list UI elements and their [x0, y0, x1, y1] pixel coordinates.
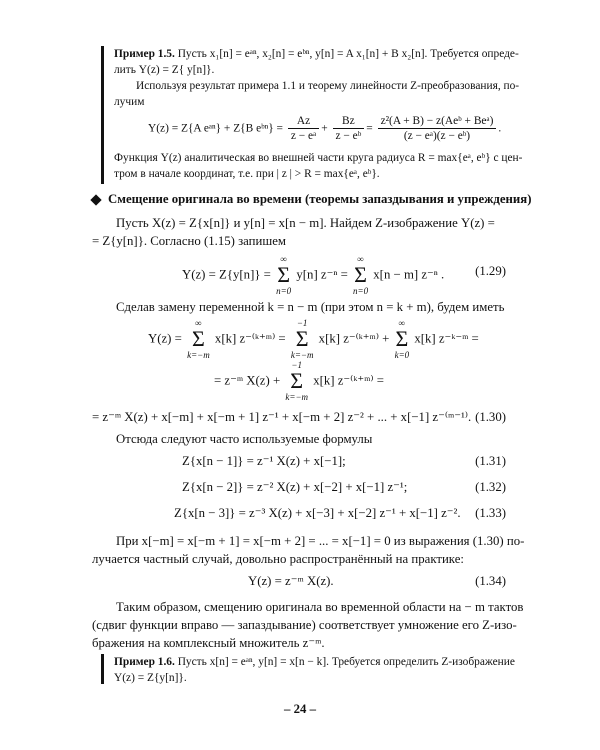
equation-1-30-line-3: = z⁻ᵐ X(z) + x[−m] + x[−m + 1] z⁻¹ + x[−m + 2] z⁻² + ... + x[−1] z⁻⁽ᵐ⁻¹⁾.: [92, 410, 472, 424]
equation-lhs: Y(z) = Z{A eᵃⁿ} + Z{B eᵇⁿ} =: [148, 122, 283, 135]
equation-lhs: Y(z) = Z{y[n]} =: [182, 267, 271, 282]
example-text: Пусть x[n] = eᵃⁿ, y[n] = x[n − k]. Требуется определить Z-изображение: [177, 656, 515, 668]
sum-lower-limit: n=0: [353, 286, 369, 296]
paragraph-line: Сделав замену переменной k = n − m (при этом n = k + m), будем иметь: [116, 300, 505, 314]
sum-lower-limit: k=−m: [187, 350, 210, 360]
example-1-5: [114, 46, 520, 110]
equation-number: (1.32): [475, 480, 506, 494]
section-heading: [92, 190, 531, 208]
numerator: Bz: [333, 114, 365, 129]
equation-1-31: Z{x[n − 1]} = z⁻¹ X(z) + x[−1];: [182, 454, 346, 468]
example-sidebar-bar: [101, 654, 104, 684]
paragraph: [92, 598, 524, 652]
example-sidebar-bar: [101, 46, 104, 184]
example-label: Пример 1.6.: [114, 656, 175, 668]
sum-upper-limit: ∞: [398, 318, 406, 328]
equation-term: x[k] z⁻⁽ᵏ⁺ᵐ⁾ =: [214, 331, 286, 346]
equation-number: (1.33): [475, 506, 506, 520]
example-line: лить Y(z) = Z{ y[n]}.: [114, 64, 215, 76]
equation-number: (1.30): [475, 410, 506, 424]
sum-upper-limit: −1: [296, 318, 308, 328]
equation-term: x[k] z⁻ᵏ⁻ᵐ =: [414, 331, 479, 346]
example-line: Функция Y(z) аналитическая во внешней части круга радиуса R = max{eᵃ, eᵇ} с цен-: [114, 152, 523, 164]
numerator: z²(A + B) − z(Aeᵇ + Beᵃ): [378, 114, 497, 129]
sigma: Σ: [191, 326, 205, 351]
sigma: Σ: [295, 326, 309, 351]
equation-term: y[n] z⁻ⁿ =: [296, 267, 348, 282]
equation-term: x[k] z⁻⁽ᵏ⁺ᵐ⁾ +: [318, 331, 390, 346]
sum-upper-limit: −1: [291, 360, 302, 370]
sum-lower-limit: k=0: [394, 350, 410, 360]
numerator: Az: [288, 114, 319, 129]
paragraph-line: Таким образом, смещению оригинала во временной области на − m тактов: [116, 600, 524, 614]
paragraph: [92, 214, 512, 250]
paragraph-line: При x[−m] = x[−m + 1] = x[−m + 2] = ... = x[−1] = 0 из выражения (1.30) по-: [116, 534, 525, 548]
example-line: Используя результат примера 1.1 и теорему линейности Z-преобразования, по-: [136, 80, 520, 92]
equation-term: x[k] z⁻⁽ᵏ⁺ᵐ⁾ =: [313, 373, 384, 388]
sigma: Σ: [395, 326, 409, 351]
sum-upper-limit: ∞: [195, 318, 202, 328]
sigma: Σ: [290, 368, 304, 393]
example-1-6: [114, 654, 515, 686]
sum-sign: [276, 254, 291, 296]
equation-1-32: Z{x[n − 2]} = z⁻² X(z) + x[−2] + x[−1] z⁻¹;: [182, 480, 408, 494]
sum-sign: [395, 318, 410, 360]
sum-lower-limit: k=−m: [285, 392, 309, 402]
fraction: [378, 114, 497, 143]
equation-number: (1.29): [475, 264, 506, 278]
paragraph-line: бражения на комплексный множитель z⁻ᵐ.: [92, 636, 325, 650]
denominator: (z − eᵃ)(z − eᵇ): [403, 130, 471, 142]
sigma: Σ: [277, 262, 291, 287]
paragraph: [92, 532, 525, 568]
example-text: Пусть x₁[n] = eᵃⁿ, x₂[n] = eᵇⁿ, y[n] = A x₁[n] + B x₂[n]. Требуется опреде-: [177, 48, 519, 60]
example-line: Y(z) = Z{y[n]}.: [114, 672, 187, 684]
example-line: лучим: [114, 96, 145, 108]
equation-example-1-5: Y(z) = Z{A eᵃⁿ} + Z{B eᵇⁿ} = $\frac{Az}{\text{z − eᵃ}}$ + $\frac{Bz}{\text{z − eᵇ}}$ = $\frac{\text{z²(A + B) − z(Aeᵇ + Beᵃ)}}{\text{(z − eᵃ)(z − eᵇ)}}$ .: [148, 115, 502, 142]
equation-1-34: Y(z) = z⁻ᵐ X(z).: [248, 574, 334, 588]
paragraph: [116, 298, 504, 316]
denominator: z − eᵇ: [335, 130, 362, 142]
sigma: Σ: [354, 262, 367, 287]
equation-1-33: Z{x[n − 3]} = z⁻³ X(z) + x[−3] + x[−2] z⁻¹ + x[−1] z⁻².: [174, 506, 461, 520]
fraction: [288, 114, 319, 143]
sum-sign: [353, 254, 368, 296]
equation-1-30-line-1: [148, 318, 479, 360]
sum-sign: [291, 318, 314, 360]
equation-lhs: = z⁻ᵐ X(z) +: [214, 373, 281, 388]
example-label: Пример 1.5.: [114, 48, 175, 60]
example-line: [114, 46, 519, 62]
equation-number: (1.34): [475, 574, 506, 588]
paragraph-line: Пусть X(z) = Z{x[n]} и y[n] = x[n − m]. Найдем Z-изображение Y(z) =: [116, 216, 495, 230]
sum-lower-limit: k=−m: [290, 350, 314, 360]
paragraph-line: = Z{y[n]}. Согласно (1.15) запишем: [92, 234, 286, 248]
sum-upper-limit: ∞: [280, 254, 287, 264]
example-line: тром в начале координат, т.е. при | z | > R = max{eᵃ, eᵇ}.: [114, 168, 380, 180]
equation-lhs: Y(z) =: [148, 331, 182, 346]
fraction: [333, 114, 365, 143]
diamond-bullet-icon: [90, 194, 101, 205]
equation-number: (1.31): [475, 454, 506, 468]
example-line: [114, 654, 515, 670]
example-1-5-conclusion: [114, 150, 523, 182]
paragraph: Отсюда следуют часто используемые формулы: [116, 432, 373, 446]
paragraph-line: (сдвиг функции вправо — запаздывание) соответствует умножение его Z-изо-: [92, 618, 517, 632]
sum-lower-limit: n=0: [276, 286, 292, 296]
denominator: z − eᵃ: [290, 130, 317, 142]
section-title: Смещение оригинала во времени (теоремы запаздывания и упреждения): [108, 192, 532, 206]
paragraph-line: лучается частный случай, довольно распространённый на практике:: [92, 552, 464, 566]
sum-upper-limit: ∞: [357, 254, 364, 264]
page-number: – 24 –: [284, 702, 316, 716]
sum-sign: [187, 318, 210, 360]
sum-sign: [285, 360, 308, 402]
equation-1-29: [182, 254, 444, 296]
equation-term: x[n − m] z⁻ⁿ .: [373, 267, 445, 282]
equation-1-30-line-2: [214, 360, 384, 402]
